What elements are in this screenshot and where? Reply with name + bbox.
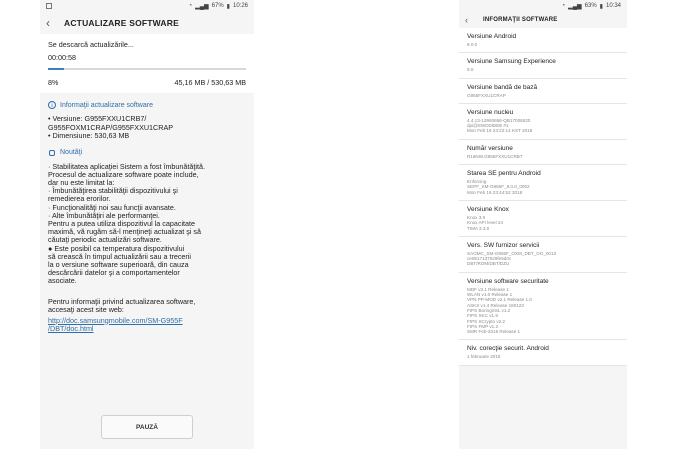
software-info-list xyxy=(459,28,627,366)
info-item-value: 8.0.0 xyxy=(467,42,478,47)
back-arrow-icon[interactable]: ‹ xyxy=(46,16,50,30)
battery-level: 63% xyxy=(584,3,597,9)
download-status: Se descarcă actualizările... xyxy=(48,40,134,49)
info-item-title: Versiune Knox xyxy=(467,205,509,213)
app-bar xyxy=(40,12,254,34)
progress-percent: 8% xyxy=(48,78,59,87)
clock: 10:34 xyxy=(605,3,621,9)
info-item-title: Versiune Android xyxy=(467,33,517,40)
software-info-screen xyxy=(459,0,627,449)
news-heading: Noutăţi xyxy=(60,149,83,156)
info-list-item[interactable] xyxy=(459,28,627,53)
info-list-item[interactable] xyxy=(459,79,627,104)
info-item-value: R16NW.G955FXXU1CRB7 xyxy=(467,153,523,159)
info-item-value: MDF v3.1 Release 1 WLAN v1.0 Release 1 VPN PP-MOD v2.1 Release 1.0 ASKS v1.4 Release 180123 FIPS BoringSSL v1.2 FIPS SKC v1.9 FIPS SCrypto v2.2 FIPS FMP v1.2 SMR Feb-2018 Release 1 xyxy=(467,286,532,335)
signal-icon: ▂▄▆ xyxy=(195,3,209,10)
status-bar xyxy=(459,0,627,12)
wifi-icon: ◔ xyxy=(561,3,566,9)
doc-link[interactable]: http://doc.samsungmobile.com/SM-G955F /DBT/doc.html xyxy=(48,315,183,334)
pause-button[interactable]: PAUZĂ xyxy=(101,415,193,439)
info-list-item[interactable] xyxy=(459,165,627,201)
info-list-item[interactable] xyxy=(459,140,627,165)
info-item-value: Knox 3.0 Knox API level 24 TIMA 3.3.0 xyxy=(467,214,504,231)
elapsed-time: 00:00:58 xyxy=(48,53,76,62)
info-list-item[interactable] xyxy=(459,104,627,140)
info-heading: Informaţii actualizare software xyxy=(60,101,153,109)
clock: 10:26 xyxy=(232,3,248,9)
wifi-icon: ◔ xyxy=(188,3,193,9)
info-item-title: Starea SE pentru Android xyxy=(467,170,541,178)
info-item-value: G955FXXU1CRAP xyxy=(467,92,506,98)
app-bar xyxy=(459,12,627,28)
info-item-title: Versiune nucleu xyxy=(467,108,514,116)
page-title: INFORMAŢII SOFTWARE xyxy=(483,17,558,23)
update-details: • Versiune: G955FXXU1CRB7/ G955FOXM1CRAP/G955FXXU1CRAP • Dimensiune: 530,63 MB xyxy=(48,114,174,140)
battery-icon: ▮ xyxy=(226,3,230,10)
info-item-title: Versiune software securitate xyxy=(467,277,549,285)
info-list-item[interactable] xyxy=(459,237,627,273)
info-list-item[interactable] xyxy=(459,53,627,78)
info-item-value: 4.4.13-12993656-QB17006520 dpi@SWDD6806 #1 Mon Feb 19 23:22:14 KST 2018 xyxy=(467,117,533,134)
info-icon: i xyxy=(48,101,56,109)
signal-icon: ▂▄▆ xyxy=(568,3,582,10)
info-item-value: Enforcing SEPF_SM-G955F_8.0.0_0002 Mon Feb 19 23:44:52 2018 xyxy=(467,179,530,195)
download-panel xyxy=(40,34,254,93)
battery-icon: ▮ xyxy=(599,3,603,10)
info-item-title: Versiune Samsung Experience xyxy=(467,58,556,66)
info-list-item[interactable] xyxy=(459,273,627,341)
page-title: ACTUALIZARE SOFTWARE xyxy=(64,18,179,28)
download-progress-bar xyxy=(48,68,246,70)
info-item-value: 1 februarie 2018 xyxy=(467,354,501,360)
release-notes: · Stabilitatea aplicaţiei Sistem a fost îmbunătăţită. Procesul de actualizare software poate include, dar nu este limitat la: · Îmbunătăţirea stabilităţii dispozitivului şi remedierea erorilor. · Funcţionalităţi noi sau funcţii avansate. · Alte îmbunătăţiri ale performanţei. Pentru a putea utiliza dispozitivul la capacitate maximă, vă rugăm să-l menţineţi actualizat şi să căutaţi periodic actualizări software. ● Este posibil ca temperatura dispozitivului să crească în timpul actualizării sau a trecerii la o versiune software superioară, din cauza descărcării datelor şi a comportamentelor asociate. xyxy=(48,161,206,286)
status-bar xyxy=(40,0,254,12)
info-item-title: Versiune bandă de bază xyxy=(467,83,538,91)
news-icon xyxy=(48,149,56,157)
back-arrow-icon[interactable]: ‹ xyxy=(465,15,468,25)
info-item-title: Număr versiune xyxy=(467,144,513,152)
software-update-screen xyxy=(40,0,254,449)
progress-size: 45,16 MB / 530,63 MB xyxy=(174,78,246,87)
info-item-title: Vers. SW furnizor servicii xyxy=(467,241,540,249)
info-item-value: 9.0 xyxy=(467,67,474,73)
notification-icon xyxy=(46,3,52,9)
info-item-value: SAOMC_SM-G955F_OXM_DBT_OO_0013 ce0517137529fe5d0c DBT/ROM/DBT/DZU xyxy=(467,250,557,267)
info-item-title: Niv. corecţie securit. Android xyxy=(467,345,549,353)
info-list-item[interactable] xyxy=(459,340,627,365)
info-list-item[interactable] xyxy=(459,201,627,237)
battery-level: 67% xyxy=(211,3,224,9)
update-info-section xyxy=(40,93,254,340)
info-text: Pentru informaţii privind actualizarea software, accesaţi acest site web: xyxy=(48,296,196,315)
download-progress-fill xyxy=(48,68,64,70)
